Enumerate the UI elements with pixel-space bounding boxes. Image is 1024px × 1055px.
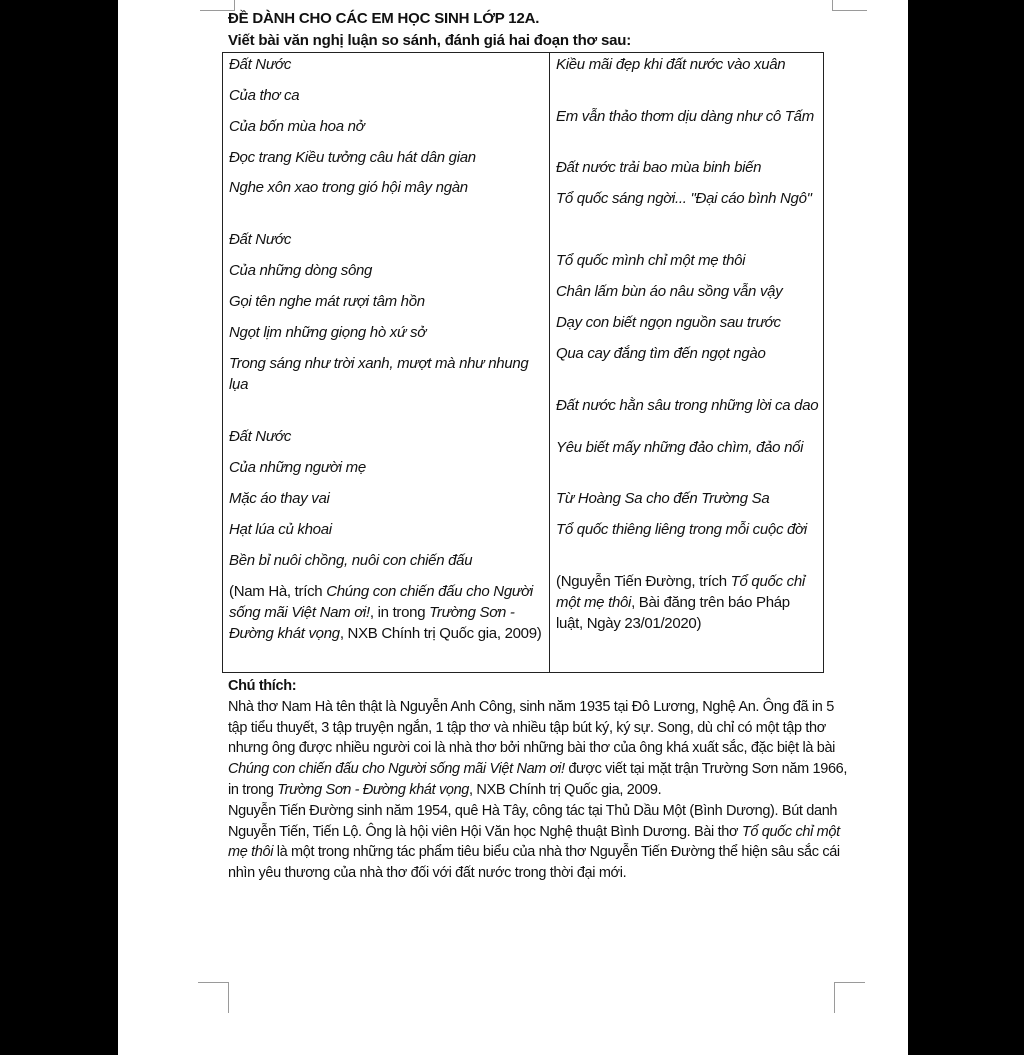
poem-line: Mặc áo thay vai bbox=[229, 490, 330, 507]
poem-line: Từ Hoàng Sa cho đến Trường Sa bbox=[556, 490, 770, 507]
poem-line: Kiều mãi đẹp khi đất nước vào xuân bbox=[556, 56, 786, 73]
source-poem-title: Tổ quốc chỉ một mẹ thôi bbox=[556, 573, 805, 611]
poem-right-column bbox=[550, 53, 823, 672]
source-prefix: (Nguyễn Tiến Đường, trích bbox=[556, 573, 731, 590]
note-poem-title: Tổ quốc chỉ một mẹ thôi bbox=[228, 823, 840, 861]
poem-line: Tổ quốc thiêng liêng trong mỗi cuộc đời bbox=[556, 521, 807, 538]
poem-line: Của bốn mùa hoa nở bbox=[229, 118, 365, 135]
exam-instruction: Viết bài văn nghị luận so sánh, đánh giá hai đoạn thơ sau: bbox=[228, 32, 632, 49]
poem-line: Trong sáng như trời xanh, mượt mà như nhung lụa bbox=[229, 355, 529, 393]
note-text: , NXB Chính trị Quốc gia, 2009. bbox=[469, 781, 662, 798]
document-page bbox=[118, 0, 908, 1055]
note-paragraph-nam-ha bbox=[228, 697, 848, 801]
poem-line: Đất Nước bbox=[229, 231, 292, 248]
poem-left-column bbox=[223, 53, 550, 672]
source-poem-title: Chúng con chiến đấu cho Người sống mãi Việt Nam ơi! bbox=[229, 583, 533, 621]
note-paragraph-nguyen-tien-duong bbox=[228, 801, 848, 884]
poem-line: Đọc trang Kiều tưởng câu hát dân gian bbox=[229, 149, 476, 166]
crop-mark-top-right bbox=[832, 0, 867, 11]
poem-line: Tổ quốc sáng ngời... "Đại cáo bình Ngô" bbox=[556, 190, 812, 207]
source-prefix: (Nam Hà, trích bbox=[229, 583, 327, 600]
poem-line: Gọi tên nghe mát rượi tâm hồn bbox=[229, 293, 425, 310]
note-poem-title: Chúng con chiến đấu cho Người sống mãi Việt Nam ơi! bbox=[228, 761, 565, 778]
note-text: được viết tại mặt trận Trường Sơn năm 1966, in trong bbox=[228, 761, 848, 798]
poem-line: Hạt lúa củ khoai bbox=[229, 521, 332, 538]
notes-label: Chú thích: bbox=[228, 678, 297, 694]
source-mid: , in trong bbox=[369, 604, 430, 621]
poem-line: Nghe xôn xao trong gió hội mây ngàn bbox=[229, 179, 468, 196]
poem-comparison-table bbox=[222, 52, 824, 673]
note-text: Nhà thơ Nam Hà tên thật là Nguyễn Anh Công, sinh năm 1935 tại Đô Lương, Nghệ An. Ông đã in 5 tập tiểu thuyết, 3 tập truyện ngắn, 1 tập thơ và nhiều tập bút ký, ký sự. Song, dù chỉ có một tập thơ nhưng ông được nhiều người coi là nhà thơ bởi những bài thơ của ông khá xuất sắc, đặc biệt là bài bbox=[228, 698, 836, 757]
poem-line: Đất nước hằn sâu trong những lời ca dao bbox=[556, 397, 819, 414]
poem-line: Qua cay đắng tìm đến ngọt ngào bbox=[556, 345, 766, 362]
crop-mark-bottom-right bbox=[834, 982, 865, 1013]
crop-mark-bottom-left bbox=[198, 982, 229, 1013]
note-text: Nguyễn Tiến Đường sinh năm 1954, quê Hà Tây, công tác tại Thủ Dầu Một (Bình Dương). Bút danh Nguyễn Tiến, Tiến Lộ. Ông là hội viên Hội Văn học Nghệ thuật Bình Dương. Bài thơ bbox=[228, 802, 838, 840]
poem-right-source bbox=[556, 571, 819, 634]
poem-line: Của những người mẹ bbox=[229, 459, 366, 476]
poem-line: Bền bỉ nuôi chồng, nuôi con chiến đấu bbox=[229, 552, 473, 569]
poem-line: Tổ quốc mình chỉ một mẹ thôi bbox=[556, 252, 746, 269]
source-book-title: Trường Sơn - Đường khát vọng bbox=[229, 604, 515, 642]
poem-line: Yêu biết mấy những đảo chìm, đảo nổi bbox=[556, 439, 804, 456]
poem-line: Em vẫn thảo thơm dịu dàng như cô Tấm bbox=[556, 108, 814, 125]
poem-line: Đất Nước bbox=[229, 428, 292, 445]
notes-section bbox=[228, 676, 848, 884]
note-book-title: Trường Sơn - Đường khát vọng bbox=[277, 781, 470, 798]
source-suffix: , Bài đăng trên báo Pháp luật, Ngày 23/01/2020) bbox=[556, 594, 790, 632]
poem-line: Của những dòng sông bbox=[229, 262, 373, 279]
poem-line: Của thơ ca bbox=[229, 87, 300, 104]
poem-line: Đất Nước bbox=[229, 56, 292, 73]
poem-line: Chân lấm bùn áo nâu sồng vẫn vậy bbox=[556, 283, 783, 300]
poem-left-source bbox=[229, 581, 545, 644]
note-text: là một trong những tác phẩm tiêu biểu của nhà thơ Nguyễn Tiến Đường thể hiện sâu sắc cái nhìn yêu thương của nhà thơ đối với đất nước trong thời đại mới. bbox=[228, 844, 840, 882]
poem-line: Đất nước trải bao mùa binh biến bbox=[556, 159, 762, 176]
poem-line: Dạy con biết ngọn nguồn sau trước bbox=[556, 314, 781, 331]
source-suffix: , NXB Chính trị Quốc gia, 2009) bbox=[339, 625, 542, 642]
exam-title: ĐỀ DÀNH CHO CÁC EM HỌC SINH LỚP 12A. bbox=[228, 10, 540, 27]
poem-line: Ngọt lịm những giọng hò xứ sở bbox=[229, 324, 426, 341]
